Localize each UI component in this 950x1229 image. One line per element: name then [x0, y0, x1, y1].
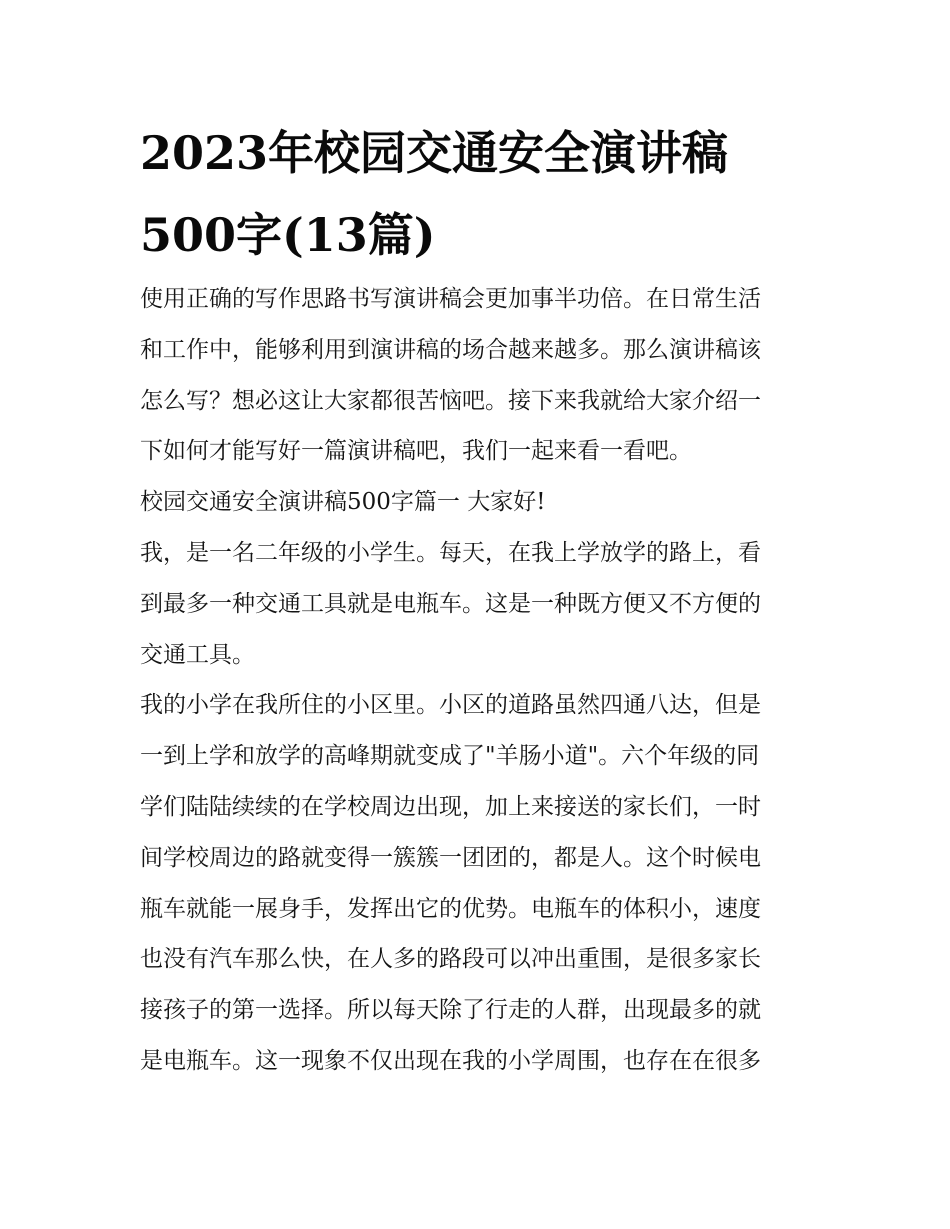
text-line: 怎么写？想必这让大家都很苦恼吧。接下来我就给大家介绍一	[140, 387, 761, 414]
text-line: 间学校周边的路就变得一簇簇一团团的，都是人。这个时候电	[140, 844, 761, 871]
title-line: 500字(13篇)	[140, 208, 436, 262]
section-heading-line: 校园交通安全演讲稿500字篇一 大家好!	[140, 489, 546, 516]
text-line: 和工作中，能够利用到演讲稿的场合越来越多。那么演讲稿该	[140, 336, 761, 363]
text-line: 是电瓶车。这一现象不仅出现在我的小学周围，也存在在很多	[140, 1047, 761, 1074]
title-line: 2023年校园交通安全演讲稿	[140, 126, 729, 180]
text-line: 接孩子的第一选择。所以每天除了行走的人群，出现最多的就	[140, 997, 761, 1024]
body-text	[140, 274, 820, 1087]
text-line: 我的小学在我所住的小区里。小区的道路虽然四通八达，但是	[140, 692, 761, 719]
text-line: 瓶车就能一展身手，发挥出它的优势。电瓶车的体积小，速度	[140, 895, 761, 922]
text-line: 我，是一名二年级的小学生。每天，在我上学放学的路上，看	[140, 539, 761, 566]
text-line: 下如何才能写好一篇演讲稿吧，我们一起来看一看吧。	[140, 438, 692, 465]
text-line: 学们陆陆续续的在学校周边出现，加上来接送的家长们，一时	[140, 793, 761, 820]
text-line: 交通工具。	[140, 641, 255, 668]
text-line: 使用正确的写作思路书写演讲稿会更加事半功倍。在日常生活	[140, 286, 761, 312]
text-line: 到最多一种交通工具就是电瓶车。这是一种既方便又不方便的	[140, 590, 761, 617]
text-line: 也没有汽车那么快，在人多的路段可以冲出重围，是很多家长	[140, 946, 761, 973]
page-title	[140, 112, 820, 276]
text-line: 一到上学和放学的高峰期就变成了"羊肠小道"。六个年级的同	[140, 743, 760, 770]
